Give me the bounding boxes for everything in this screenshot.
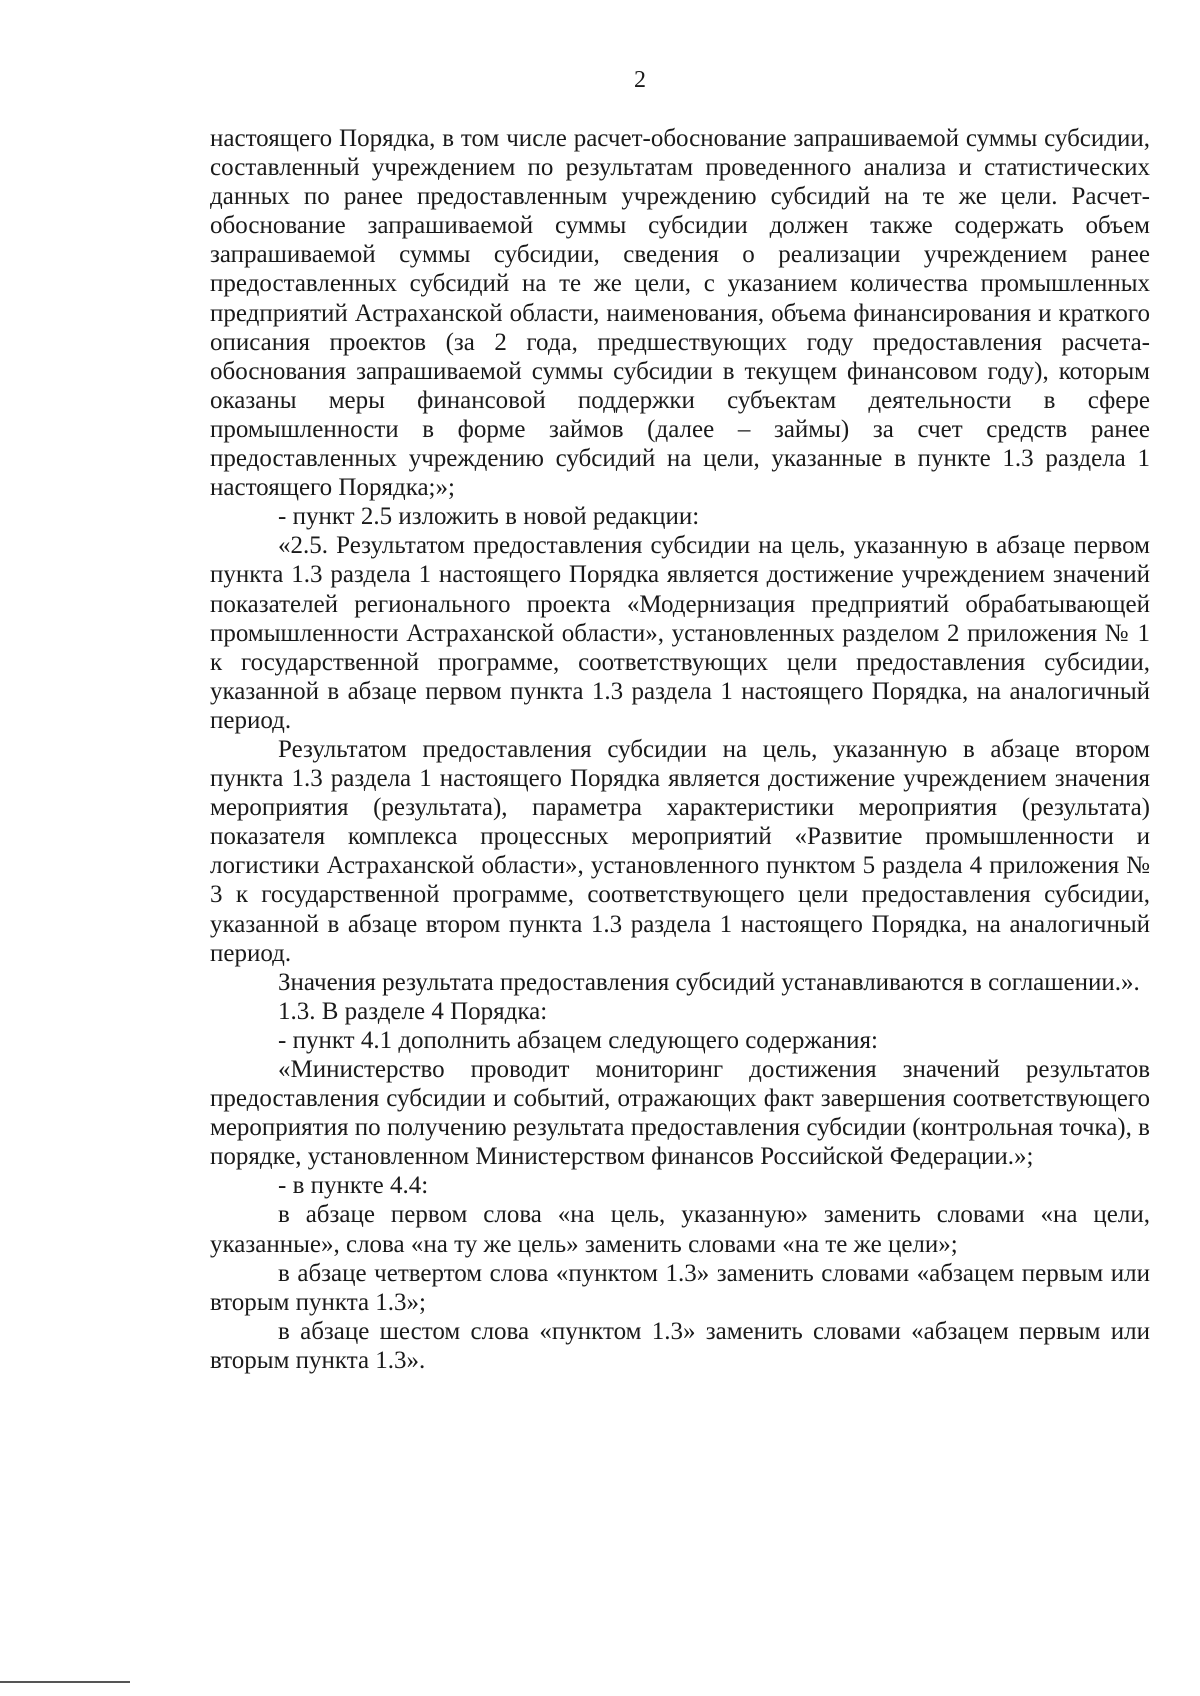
paragraph-9: - в пункте 4.4: [278,1172,429,1200]
document-body [210,124,1150,1375]
paragraph-10: в абзаце первом слова «на цель, указанную» заменить словами «на цели, указанные», слова «на ту же цель» заменить словами «на те же цели»; [210,1201,1150,1258]
paragraph-3: «2.5. Результатом предоставления субсидии на цель, указанную в абзаце первом пункта 1.3 раздела 1 настоящего Порядка является достижение учреждением значений показателей регионального проекта «Модернизация предприятий обрабатывающей промышленности Астраханской области», установленных разделом 2 приложения № 1 к государственной программе, соответствующих цели предоставления субсидии, указанной в абзаце первом пункта 1.3 раздела 1 настоящего Порядка, на аналогичный период. [210,532,1150,734]
footer-divider [0,1681,130,1683]
paragraph-5: Значения результата предоставления субсидий устанавливаются в соглашении.». [278,968,1140,996]
paragraph-12: в абзаце шестом слова «пунктом 1.3» заменить словами «абзацем первым или вторым пункта 1.3». [210,1317,1150,1374]
paragraph-4: Результатом предоставления субсидии на цель, указанную в абзаце втором пункта 1.3 раздела 1 настоящего Порядка является достижение учреждением значения мероприятия (результата), параметра характеристики мероприятия (результата) показателя комплекса процессных мероприятий «Развитие промышленности и логистики Астраханской области», установленного пунктом 5 раздела 4 приложения № 3 к государственной программе, соответствующего цели предоставления субсидии, указанной в абзаце втором пункта 1.3 раздела 1 настоящего Порядка, на аналогичный период. [210,735,1150,967]
paragraph-11: в абзаце четвертом слова «пунктом 1.3» заменить словами «абзацем первым или вторым пункта 1.3»; [210,1259,1150,1316]
paragraph-8: «Министерство проводит мониторинг достижения значений результатов предоставления субсидии и событий, отражающих факт завершения соответствующего мероприятия по получению результата предоставления субсидии (контрольная точка), в порядке, установленном Министерством финансов Российской Федерации.»; [210,1056,1150,1171]
page-number: 2 [634,67,646,93]
paragraph-2: - пункт 2.5 изложить в новой редакции: [278,503,700,531]
paragraph-7: - пункт 4.1 дополнить абзацем следующего содержания: [278,1026,878,1054]
paragraph-6: 1.3. В разделе 4 Порядка: [278,997,548,1025]
paragraph-1: настоящего Порядка, в том числе расчет-обоснование запрашиваемой суммы субсидии, составленный учреждением по результатам проведенного анализа и статистических данных по ранее предоставленным учреждению субсидий на те же цели. Расчет-обоснование запрашиваемой суммы субсидии должен также содержать объем запрашиваемой суммы субсидии, сведения о реализации учреждением ранее предоставленных субсидий на те же цели, с указанием количества промышленных предприятий Астраханской области, наименования, объема финансирования и краткого описания проектов (за 2 года, предшествующих году предоставления расчета-обоснования запрашиваемой суммы субсидии в текущем финансовом году), которым оказаны меры финансовой поддержки субъектам деятельности в сфере промышленности в форме займов (далее – займы) за счет средств ранее предоставленных учреждению субсидий на цели, указанные в пункте 1.3 раздела 1 настоящего Порядка;»; [210,125,1150,502]
